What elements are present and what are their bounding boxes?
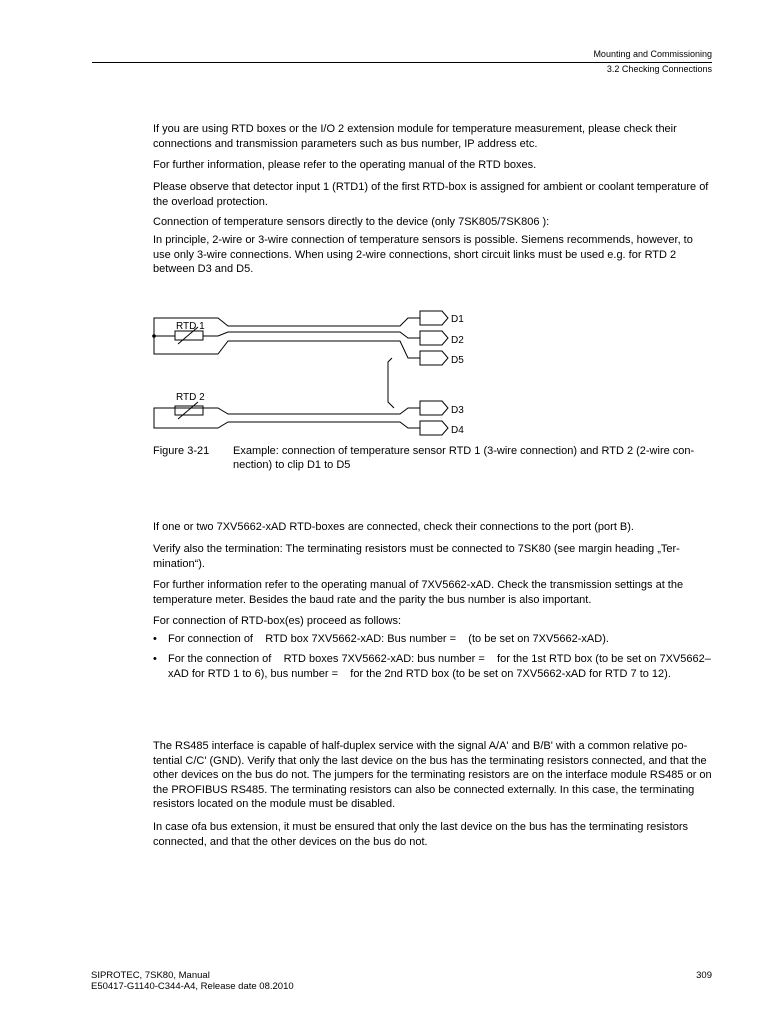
paragraph-rtd-intro: If you are using RTD boxes or the I/O 2 extension module for temperature measurement, please check their connections and transmission parameters such as bus number, IP address etc. [153,123,677,150]
rtd1-label: RTD 1 [176,321,205,332]
footer-manual-title: SIPROTEC, 7SK80, Manual [91,970,210,981]
rtd2-resistor [175,406,203,415]
paragraph-detector-input: Please observe that detector input 1 (RTD1) of the first RTD-box is assigned for ambient or coolant temperature of the overload protection. [153,181,709,208]
rtd1-resistor [175,331,203,340]
rtd2-resistor-arrow [178,402,198,419]
terminal-d2-label: D2 [451,335,464,346]
bullet-marker: • [153,653,157,665]
terminal-d5-label: D5 [451,355,464,366]
paragraph-wire-recommendation: In principle, 2-wire or 3-wire connection of temperature sensors is possible. Siemens recommends, however, to use only 3-wire connections. When using 2-wire connections, short circuit links must be used e.g. for RTD 2 between D3 and D5. [153,234,693,275]
paragraph-rs485-interface: The RS485 interface is capable of half-duplex service with the signal A/A' and B/B' with a common relative po- tential C/C' (GND). Verify that only the last device on the bus has the terminating resistors connected, and that the other devices on the bus do not. The jumpers for the terminating resistors are on the interface module RS485 or on the PROFIBUS RS485. The terminating resistors can also be connected externally. In this case, the terminating resistors located on the module must be disabled. [153,740,712,810]
header-rule [92,62,712,63]
cable-wire-d5 [208,341,420,358]
figure-caption-text: Example: connection of temperature sensor RTD 1 (3-wire connection) and RTD 2 (2-wire con- nection) to clip D1 to D5 [233,445,695,471]
paragraph-proceed: For connection of RTD-box(es) proceed as follows: [153,615,402,627]
rtd2-wire-loop [154,408,208,428]
terminal-d4-label: D4 [451,425,464,436]
bullet-one-box: For connection of RTD box 7XV5662-xAD: Bus number = (to be set on 7XV5662-xAD). [168,633,609,645]
paragraph-termination: Verify also the termination: The terminating resistors must be connected to 7SK80 (see margin heading „Ter- mination“). [153,543,680,570]
paragraph-rtd-box-connected: If one or two 7XV5662-xAD RTD-boxes are connected, check their connections to the port (port B). [153,521,634,533]
header-section: 3.2 Checking Connections [606,64,712,74]
paragraph-operating-manual: For further information refer to the operating manual of 7XV5662-xAD. Check the transmission settings at the temperature meter. Besides the baud rate and the parity the bus number is also important. [153,579,684,606]
figure-caption-number: Figure 3-21 [153,445,210,457]
terminal-d5 [420,351,448,365]
bullet-two-boxes: For the connection of RTD boxes 7XV5662-xAD: bus number = for the 1st RTD box (to be set on 7XV5662–xAD for RTD 1 to 6), bus number = for the 2nd RTD box (to be set on 7XV5662-xAD for RTD 7 to 12). [168,653,711,680]
footer-release-info: E50417-G1140-C344-A4, Release date 08.2010 [91,981,294,992]
cable-wire-d3 [208,408,420,414]
rtd-wiring-diagram [150,306,480,441]
terminal-d1-label: D1 [451,314,464,325]
paragraph-direct-connection: Connection of temperature sensors directly to the device (only 7SK805/7SK806 ): [153,216,550,228]
paragraph-further-info: For further information, please refer to the operating manual of the RTD boxes. [153,159,537,171]
page-number: 309 [696,970,712,981]
rtd2-label: RTD 2 [176,392,205,403]
paragraph-bus-extension: In case ofa bus extension, it must be ensured that only the last device on the bus has the terminating resistors connected, and that the other devices on the bus do not. [153,821,689,848]
cable-wire-d4 [208,422,420,428]
header-chapter: Mounting and Commissioning [593,49,712,59]
terminal-d1 [420,311,448,325]
rtd1-junction-dot [152,334,156,338]
cable-wire-d2 [208,332,420,338]
terminal-d2 [420,331,448,345]
terminal-d4 [420,421,448,435]
terminal-d3-label: D3 [451,405,464,416]
bullet-marker: • [153,633,157,645]
cable-wire-d1 [208,318,420,326]
terminal-d3 [420,401,448,415]
short-circuit-link [388,358,394,408]
